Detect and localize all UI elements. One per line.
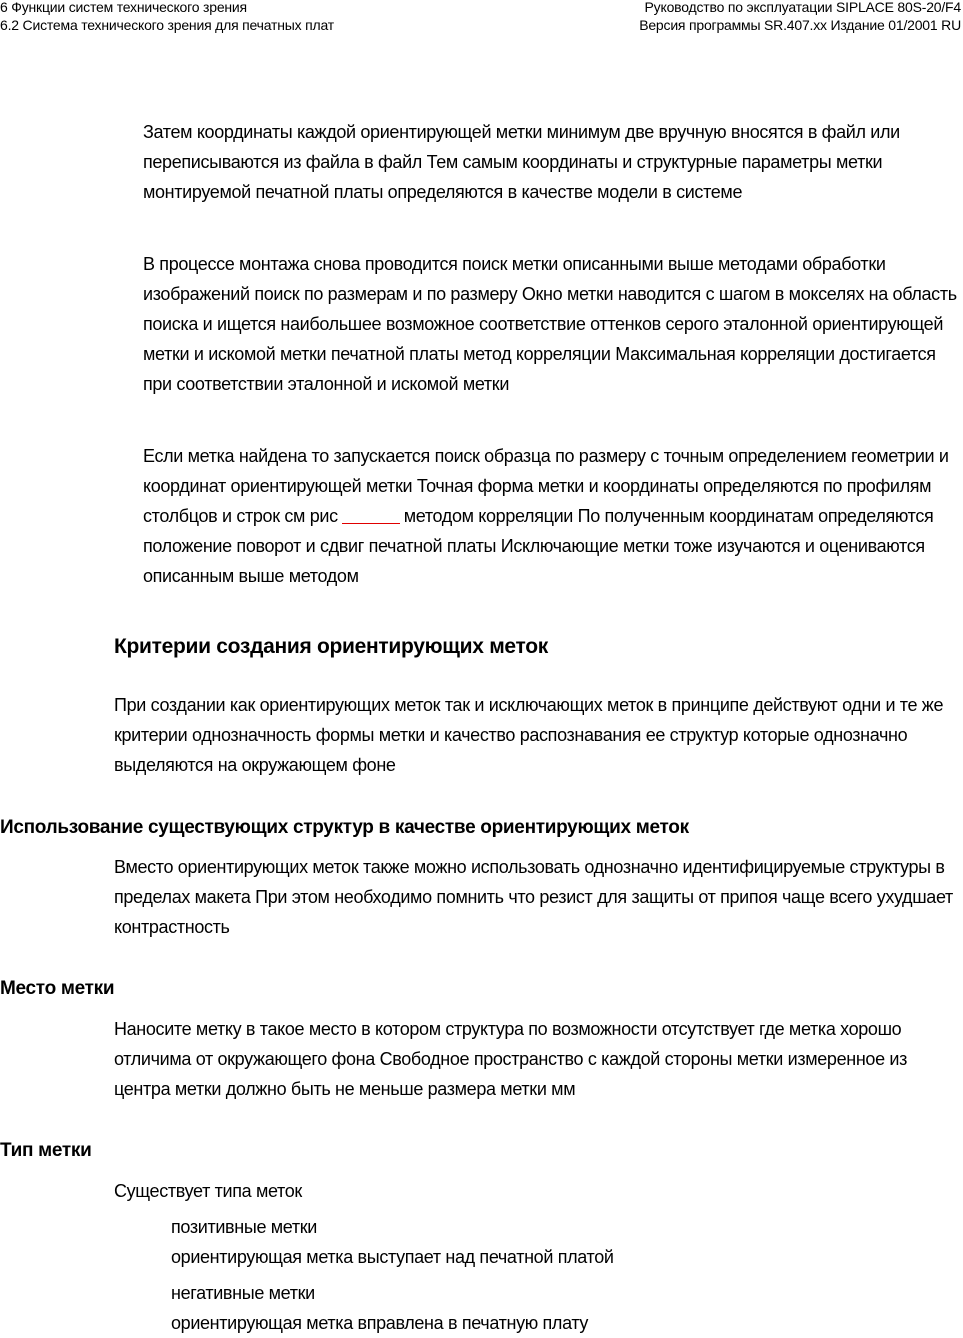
subheading-mark-type: Тип метки bbox=[0, 1140, 92, 1161]
section-heading: Критерии создания ориентирующих меток bbox=[114, 635, 548, 658]
paragraph-mark-found bbox=[143, 441, 961, 591]
paragraph-criteria: При создании как ориентирующих меток так и исключающих меток в принципе действуют одни и те же критерии однозначность формы метки и качество распознавания ее структур которые однозначно выделяются на окружающем фоне bbox=[114, 695, 944, 775]
paragraph-mark-found-text-2: методом корреляции По полученным координатам определяются положение поворот и сдвиг печатной платы Исключающие метки тоже изучаются и оцениваются описанным выше методом bbox=[143, 506, 934, 586]
paragraph-coordinates: Затем координаты каждой ориентирующей метки минимум две вручную вносятся в файл или переписываются из файла в файл Тем самым координаты и структурные параметры метки монтируемой печатной платы определяются в качестве модели в системе bbox=[143, 122, 900, 202]
header-section: 6.2 Система технического зрения для печатных плат bbox=[0, 17, 334, 33]
figure-reference-link[interactable] bbox=[342, 505, 400, 524]
header-chapter: 6 Функции систем технического зрения bbox=[0, 0, 247, 15]
paragraph-mounting-search: В процессе монтажа снова проводится поиск метки описанными выше методами обработки изображений поиск по размерам и по размеру Окно метки наводится с шагом в мокселях на область поиска и ищется наибольшее возможное соответствие оттенков серого эталонной ориентирующей метки и искомой метки печатной платы метод корреляции Максимальная корреляции достигается при соответствии эталонной и искомой метки bbox=[143, 254, 957, 394]
list-item-positive: позитивные метки bbox=[171, 1217, 317, 1237]
subheading-mark-location: Место метки bbox=[0, 978, 115, 999]
list-item-negative: негативные метки bbox=[171, 1283, 315, 1303]
paragraph-existing-structures: Вместо ориентирующих меток также можно использовать однозначно идентифицируемые структуры в пределах макета При этом необходимо помнить что резист для защиты от припоя чаще всего ухудшает контрастность bbox=[114, 857, 953, 937]
list-item-positive-desc: ориентирующая метка выступает над печатной платой bbox=[171, 1247, 614, 1267]
list-item-negative-desc: ориентирующая метка вправлена в печатную плату bbox=[171, 1313, 589, 1333]
paragraph-mark-type-intro: Существует типа меток bbox=[114, 1181, 302, 1201]
subheading-existing-structures: Использование существующих структур в качестве ориентирующих меток bbox=[0, 817, 689, 838]
header-manual-title: Руководство по эксплуатации SIPLACE 80S-20/F4 bbox=[644, 0, 961, 15]
paragraph-mark-location: Наносите метку в такое место в котором структура по возможности отсутствует где метка хорошо отличима от окружающего фона Свободное пространство с каждой стороны метки измеренное из центра метки должно быть не меньше размера метки мм bbox=[114, 1019, 908, 1099]
paragraph-mark-found-text-1: Если метка найдена то запускается поиск образца по размеру с точным определением геометрии и координат ориентирующей метки Точная форма метки и координаты определяются по профилям столбцов и строк см рис bbox=[143, 446, 949, 526]
header-version: Версия программы SR.407.xx Издание 01/2001 RU bbox=[639, 17, 961, 33]
